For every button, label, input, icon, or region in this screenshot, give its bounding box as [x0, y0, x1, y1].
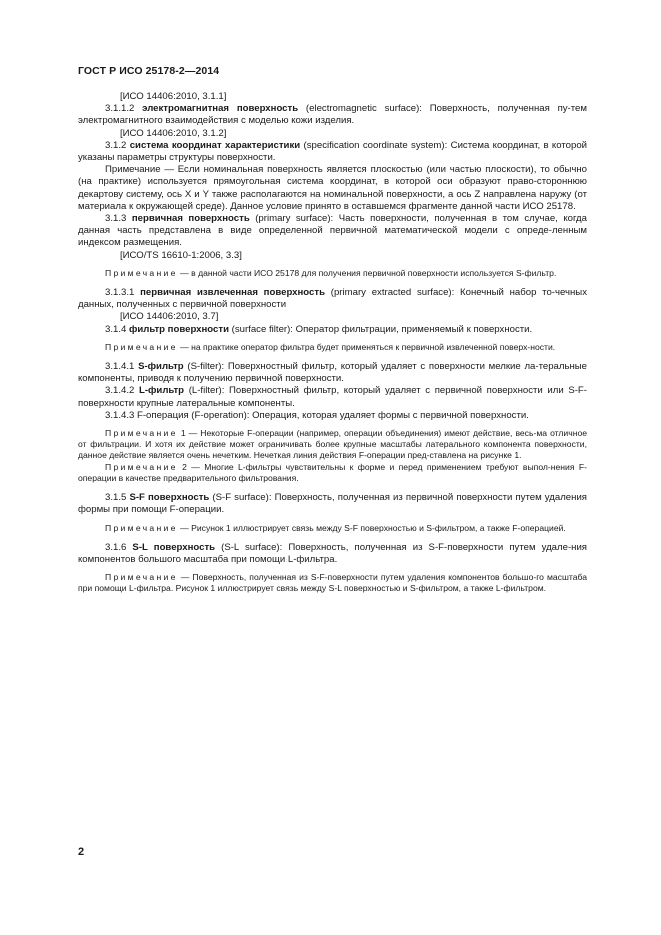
term-3-1-4-3: 3.1.4.3 F-операция (F-operation): Операция, которая удаляет формы с первичной поверхности. [105, 409, 529, 421]
term-definition: (L-filter): Поверхностный фильтр, который удаляет с первичной поверхности или S-F-поверхности крупные латеральные компоненты. [78, 385, 587, 409]
note-3-1-5 [78, 523, 587, 534]
note-text: 2 — Многие L-фильтры чувствительны к форме и перед применением требуют выпол-нения F-операции в качестве предварительного фильтрования. [78, 461, 587, 483]
document-body [78, 91, 587, 595]
note-text: 1 — Некоторые F-операции (например, операции объединения) имеют действие, весь-ма отличное от фильтрации. И хотя их действие может ограничивать более крупные масштабы латерального компонента поверхности, данное действие является очень нечетким. Нечеткая линия действия F-операции пред-ставлена на рисунке 1. [78, 428, 587, 461]
term-name: S-L поверхность [132, 541, 216, 553]
term-number: 3.1.4 [105, 323, 127, 335]
note-label: Примечание [105, 341, 178, 352]
term-definition: (specification coordinate system): Система координат, в которой указаны параметры структуры поверхности. [78, 139, 588, 164]
reference: [ИСО 14406:2010, 3.1.1] [120, 91, 227, 102]
term-name: S-F поверхность [129, 492, 210, 504]
note-3-1-3 [78, 268, 587, 279]
term-3-1-3 [78, 213, 587, 250]
note-3-1-6 [78, 572, 587, 594]
term-3-1-4 [78, 324, 587, 336]
term-3-1-4-2 [78, 385, 587, 409]
term-definition: (primary extracted surface): Конечный набор то-чечных данных, полученных с первичной поверхности [78, 287, 587, 311]
reference: [ИСО 14406:2010, 3.1.2] [120, 127, 227, 139]
term-3-1-2 [78, 140, 587, 164]
note-text: — в данной части ИСО 25178 для получения первичной поверхности используется S-фильтр. [180, 267, 557, 278]
term-name: S-фильтр [138, 361, 184, 373]
term-number: 3.1.1.2 [105, 103, 135, 115]
note-label: Примечание [105, 428, 178, 439]
note-label: Примечание [105, 572, 178, 583]
term-number: 3.1.5 [105, 492, 127, 504]
term-number: 3.1.2 [105, 139, 127, 151]
term-definition: (electromagnetic surface): Поверхность, полученная пу-тем электромагнитного взаимодействия с моделью кожи изделия. [78, 103, 587, 127]
note-text: — Поверхность, полученная из S-F-поверхности путем удаления компонентов большо-го масштаба при помощи L-фильтра. Рисунок 1 иллюстрирует связь между S-L поверхностью и S-фильтром, а также L-фильтром. [78, 572, 587, 594]
term-name: первичная поверхность [131, 213, 250, 225]
term-number: 3.1.4.1 [105, 361, 135, 373]
note-3-1-4-3-1 [78, 428, 587, 462]
term-name: электромагнитная поверхность [142, 103, 299, 115]
note-3-1-4-3-2 [78, 462, 587, 484]
note-3-1-4 [78, 342, 587, 353]
term-3-1-3-1 [78, 287, 587, 311]
term-definition: (S-filter): Поверхностный фильтр, который удаляет с поверхности мелкие ла-теральные компоненты, приводя к получению первичной поверхности. [78, 361, 588, 385]
term-definition: (S-F surface): Поверхность, полученная из первичной поверхности путем удаления формы при помощи F-операции. [78, 492, 587, 516]
term-3-1-1-2 [78, 103, 587, 127]
term-name: L-фильтр [138, 385, 185, 397]
note-3-1-2: Примечание — Если номинальная поверхность является плоскостью (или частью плоскости), то обычно (на практике) используется прямоугольная система координат, в которой оси образуют право-стороннюю декартову систему, ось X и Y также располагаются на номинальной поверхности, а ось Z направлена наружу (от материала к окружающей среде). Данное условие принято в оставшемся фрагменте данной части ИСО 25178. [78, 164, 587, 212]
note-text: — на практике оператор фильтра будет применяться к первичной извлеченной поверх-ности. [180, 341, 556, 352]
page-header: ГОСТ Р ИСО 25178-2—2014 [78, 65, 220, 77]
term-name: первичная извлеченная поверхность [140, 287, 325, 299]
note-label: Примечание [105, 522, 178, 533]
note-text: — Рисунок 1 иллюстрирует связь между S-F поверхностью и S-фильтром, а также F-операцией. [180, 522, 566, 533]
term-definition: (surface filter): Оператор фильтрации, применяемый к поверхности. [231, 323, 533, 335]
term-number: 3.1.6 [105, 541, 127, 553]
term-3-1-6 [78, 542, 587, 566]
reference: [ИСО 14406:2010, 3.7] [120, 311, 219, 323]
term-3-1-4-1 [78, 361, 587, 385]
term-definition: (S-L surface): Поверхность, полученная из S-F-поверхности путем удале-ния компонентов большого масштаба при помощи L-фильтра. [78, 541, 588, 565]
term-name: фильтр поверхности [129, 323, 229, 335]
term-number: 3.1.3.1 [105, 287, 135, 299]
reference: [ИСО/TS 16610-1:2006, 3.3] [120, 249, 242, 261]
term-number: 3.1.3 [105, 213, 127, 225]
term-definition: (primary surface): Часть поверхности, полученная в том случае, когда данная часть представлена в виде определенной первичной математической модели с опреде-ленным индексом размещения. [78, 213, 587, 249]
note-label: Примечание [105, 461, 178, 472]
note-label: Примечание [105, 267, 178, 278]
page-number: 2 [78, 846, 85, 858]
term-number: 3.1.4.2 [105, 385, 135, 397]
term-3-1-5 [78, 492, 587, 516]
term-name: система координат характеристики [129, 139, 301, 151]
